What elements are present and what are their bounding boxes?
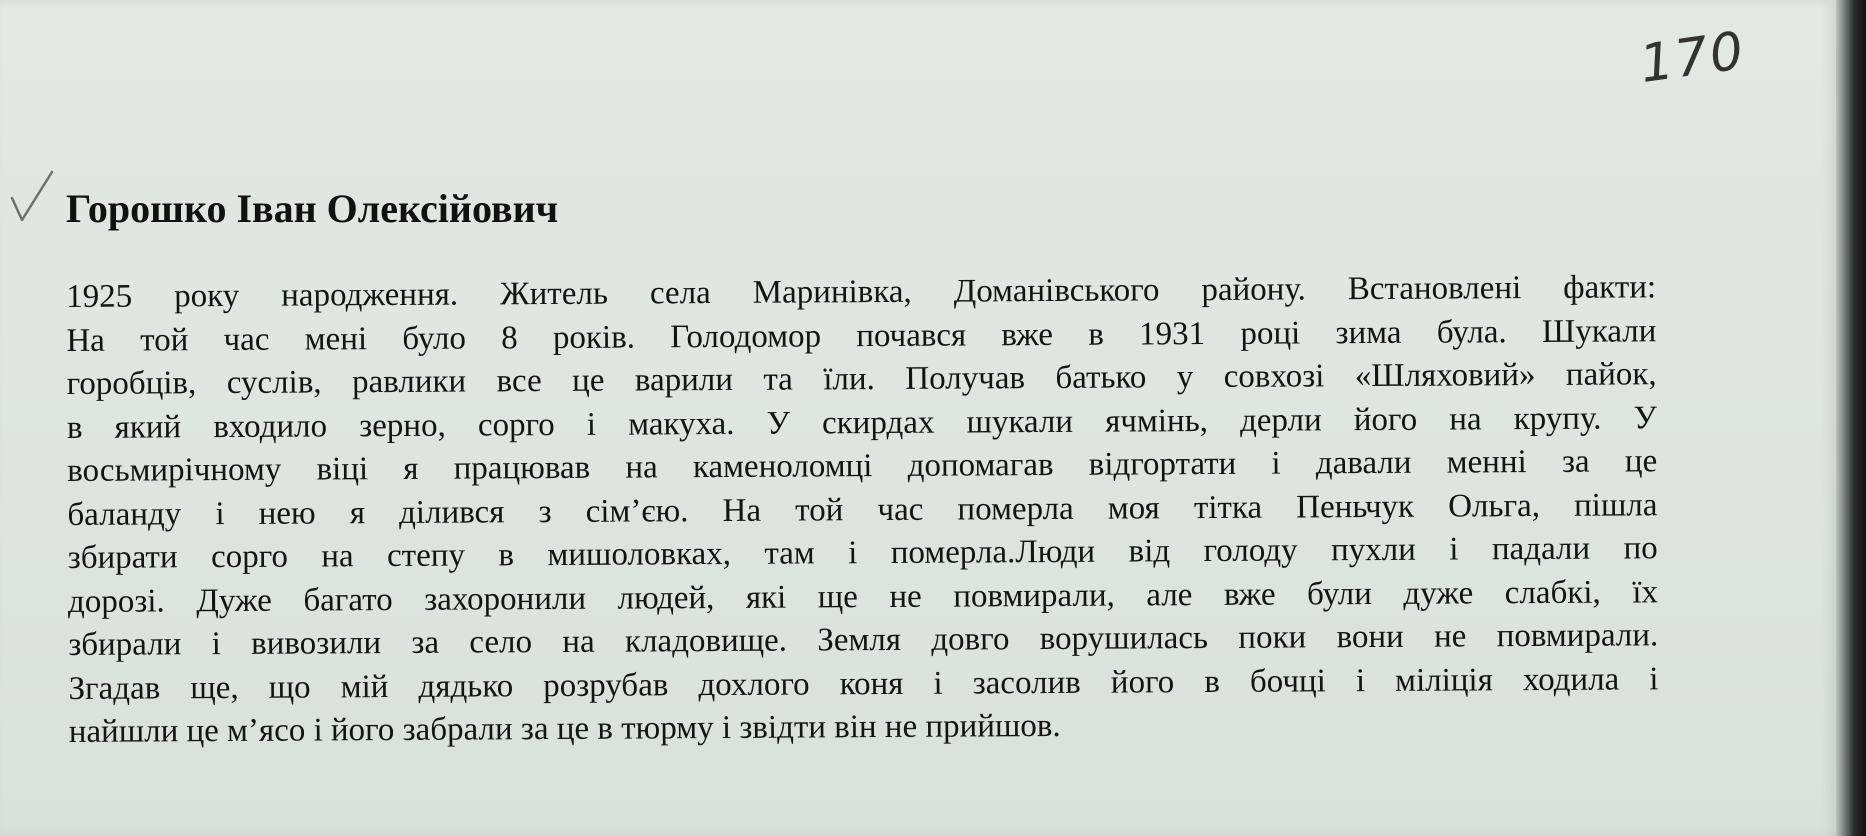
text-line: На той час мені було 8 років. Голодомор почався вже в 1931 році зима була. Шукали xyxy=(66,312,1657,359)
text-line: восьмирічному віці я працював на каменоломці допомагав відгортати і давали менні за це xyxy=(67,443,1658,489)
text-line: найшли це м’ясо і його забрали за це в тюрму і звідти він не прийшов. xyxy=(68,707,1061,750)
text-line: збирали і вивозили за село на кладовище. Земля довго ворушилась поки вони не повмирали. xyxy=(68,617,1659,663)
text-line: 1925 року народження. Житель села Маринівка, Доманівського району. Встановлені факти: xyxy=(66,269,1657,315)
handwritten-page-number: 170 xyxy=(1636,20,1749,96)
text-line: в який входило зерно, сорго і макуха. У скирдах шукали ячмінь, дерли його на крупу. У xyxy=(66,399,1658,446)
text-line: баланду і нею я ділився з сім’єю. На той час померла моя тітка Пеньчук Ольга, пішла xyxy=(67,486,1658,533)
page-edge-shadow xyxy=(1836,0,1866,836)
checkmark-icon xyxy=(8,168,58,228)
testimony-text xyxy=(66,266,1659,754)
text-line: горобців, суслів, равлики все це варили та їли. Получав батько у совхозі «Шляховий» пайок, xyxy=(66,356,1657,402)
text-line: збирати сорго на степу в мишоловках, там і померла.Люди від голоду пухли і падали по xyxy=(67,530,1658,576)
text-line: Згадав ще, що мій дядько розрубав дохлого коня і засолив його в бочці і міліція ходила і xyxy=(68,660,1659,707)
person-name-heading: Горошко Іван Олексійович xyxy=(66,186,559,231)
text-line: дорозі. Дуже багато захоронили людей, які ще не повмирали, але вже були дуже слабкі, їх xyxy=(67,573,1659,620)
